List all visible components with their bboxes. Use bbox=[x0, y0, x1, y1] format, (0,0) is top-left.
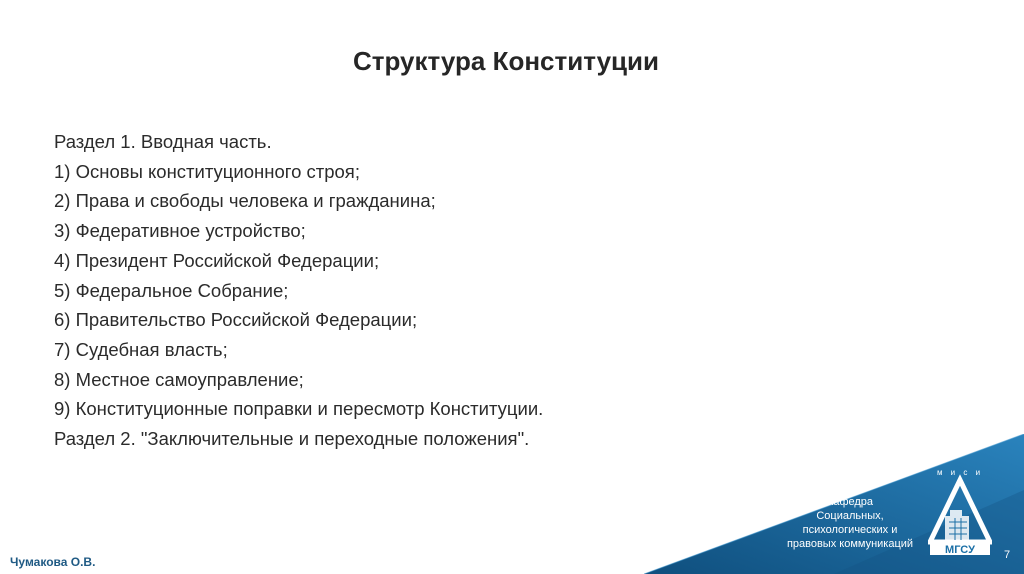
slide-title: Структура Конституции bbox=[352, 46, 659, 76]
department-line: психологических и bbox=[802, 524, 898, 536]
mgsu-logo-icon bbox=[928, 466, 992, 556]
list-item: 8) Местное самоуправление; bbox=[54, 368, 304, 390]
list-item: 9) Конституционные поправки и пересмотр Конституции. bbox=[54, 398, 544, 420]
list-item: Раздел 1. Вводная часть. bbox=[54, 131, 272, 152]
svg-text:м и с и: м и с и bbox=[936, 468, 984, 477]
department-line: правовых коммуникаций bbox=[786, 538, 914, 550]
list-item: Раздел 2. "Заключительные и переходные положения". bbox=[54, 428, 530, 450]
page-number: 7 bbox=[1004, 549, 1011, 561]
list-item: 4) Президент Российской Федерации; bbox=[54, 249, 380, 271]
list-item: 3) Федеративное устройство; bbox=[54, 220, 306, 242]
list-item: 2) Права и свободы человека и гражданина; bbox=[54, 190, 436, 212]
content-list bbox=[54, 127, 543, 454]
list-item: 7) Судебная власть; bbox=[54, 338, 228, 360]
department-line: Кафедра bbox=[826, 496, 874, 508]
department-line: Социальных, bbox=[816, 510, 884, 522]
list-item: 6) Правительство Российской Федерации; bbox=[54, 309, 418, 331]
list-item: 5) Федеральное Собрание; bbox=[54, 279, 289, 301]
list-item: 1) Основы конституционного строя; bbox=[54, 160, 360, 182]
department-name bbox=[760, 495, 940, 551]
svg-text:МГСУ: МГСУ bbox=[945, 544, 975, 556]
author-name: Чумакова О.В. bbox=[10, 555, 96, 569]
